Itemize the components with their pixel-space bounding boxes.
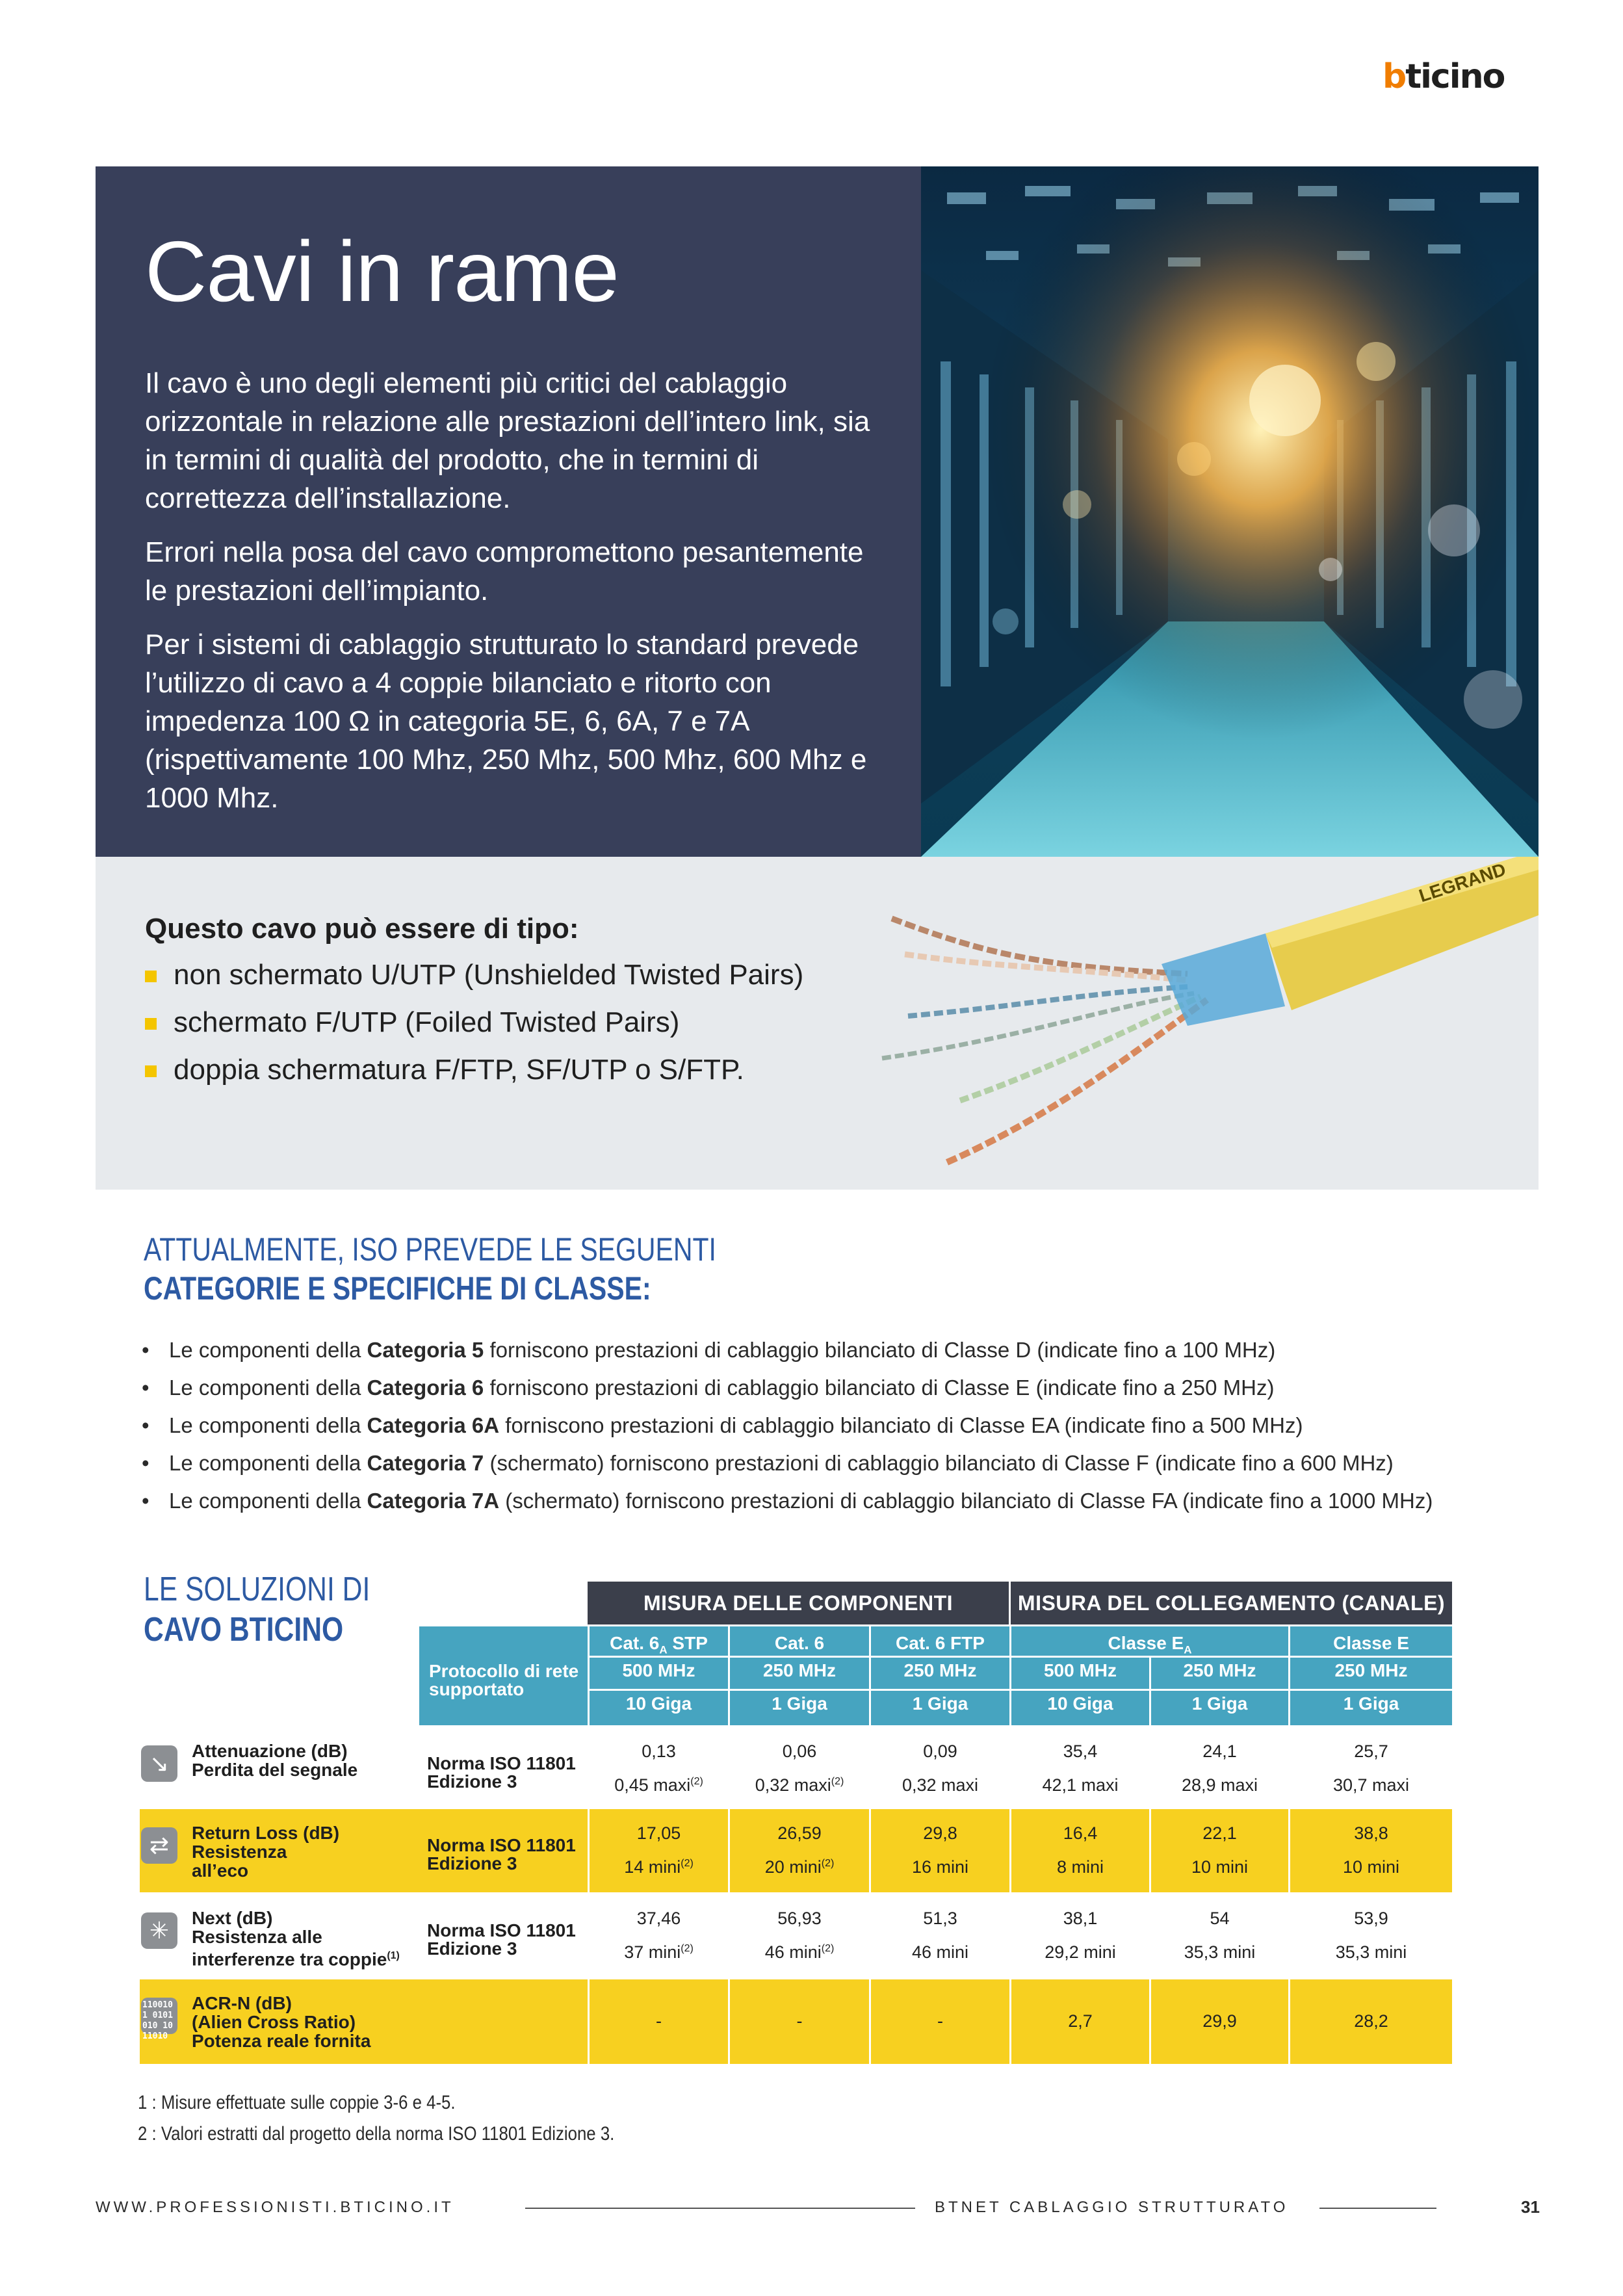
- col-speed: 10 Giga: [625, 1693, 692, 1714]
- cell-limit: 0,32 maxi$^{(2)}$: [755, 1775, 844, 1795]
- cell-value: 53,9: [1354, 1909, 1388, 1928]
- col-speed: 10 Giga: [1047, 1693, 1113, 1714]
- protocol-label: Protocollo di rete supportato: [429, 1661, 579, 1699]
- cell-value: 38,8: [1354, 1823, 1388, 1843]
- cell-limit: 35,3 mini: [1335, 1942, 1407, 1962]
- cell-value: 29,8: [923, 1823, 957, 1843]
- cell-value: 29,9: [1202, 2011, 1237, 2031]
- cell-value: -: [656, 2011, 662, 2031]
- cell-value: 0,09: [923, 1742, 957, 1761]
- footnote: 1 : Misure effettuate sulle coppie 3-6 e 4-5.: [138, 2092, 456, 2113]
- cell-value: 25,7: [1354, 1742, 1388, 1761]
- hero-paragraphs: [145, 364, 886, 833]
- col-frequency: 250 MHz: [1334, 1660, 1408, 1680]
- hero-text-panel: [96, 166, 921, 857]
- cell-limit: 42,1 maxi: [1042, 1775, 1119, 1795]
- cell-value: 2,7: [1068, 2011, 1093, 2031]
- cell-limit: 46 mini: [911, 1942, 969, 1962]
- column-divider: [1149, 1809, 1151, 1892]
- bticino-logo: bticino: [1383, 57, 1505, 96]
- row-label: Return Loss (dB) Resistenza all’eco: [192, 1823, 340, 1881]
- cell-value: 22,1: [1202, 1823, 1237, 1843]
- col-frequency: 500 MHz: [622, 1660, 695, 1680]
- col-frequency: 250 MHz: [903, 1660, 977, 1680]
- cell-value: 16,4: [1063, 1823, 1098, 1843]
- hero-paragraph: Per i sistemi di cablaggio strutturato lo standard prevede l’utilizzo di cavo a 4 coppie bilanciato e ritorto con impedenza 100 Ω in categoria 5E, 6, 6A, 7 e 7A (rispettivamente 100 Mhz, 250 Mhz, 500 Mhz, 600 Mhz e 1000 Mhz.: [145, 629, 867, 814]
- cell-limit: 16 mini: [911, 1857, 969, 1877]
- datacenter-photo: [921, 166, 1539, 857]
- attenuation-icon: ↘: [141, 1745, 177, 1782]
- cell-value: 0,06: [782, 1742, 817, 1761]
- binary-data-icon: 1100101 0101010 1011010: [141, 1998, 177, 2034]
- group-header-channel: MISURA DEL COLLEGAMENTO (CANALE): [1011, 1582, 1452, 1624]
- row-label: ACR-N (dB) (Alien Cross Ratio) Potenza reale fornita: [192, 1993, 371, 2051]
- cell-limit: 20 mini$^{(2)}$: [764, 1857, 835, 1877]
- cell-value: 28,2: [1354, 2011, 1388, 2031]
- cell-value: 0,13: [642, 1742, 676, 1761]
- list-item: schermato F/UTP (Foiled Twisted Pairs): [145, 1003, 860, 1041]
- col-cat-6-ftp: Cat. 6 FTP: [896, 1633, 985, 1653]
- cell-limit: 8 mini: [1056, 1857, 1104, 1877]
- standard-label: Norma ISO 11801 Edizione 3: [427, 1920, 576, 1959]
- cell-limit: 28,9 maxi: [1181, 1775, 1258, 1795]
- row-label: Attenuazione (dB) Perdita del segnale: [192, 1741, 358, 1780]
- cell-limit: 46 mini$^{(2)}$: [764, 1942, 835, 1962]
- cell-limit: 37 mini$^{(2)}$: [624, 1942, 694, 1962]
- cable-type-list: [145, 956, 860, 1098]
- cell-limit: 30,7 maxi: [1332, 1775, 1410, 1795]
- footer-section: BTNET CABLAGGIO STRUTTURATO: [935, 2198, 1289, 2216]
- col-speed: 1 Giga: [912, 1693, 968, 1714]
- page-title: Cavi in rame: [145, 224, 619, 319]
- col-frequency: 250 MHz: [1183, 1660, 1256, 1680]
- standard-label: Norma ISO 11801 Edizione 3: [427, 1753, 576, 1792]
- list-item: non schermato U/UTP (Unshielded Twisted Pairs): [145, 956, 860, 994]
- col-frequency: 500 MHz: [1043, 1660, 1117, 1680]
- return-loss-icon: ⇄: [141, 1827, 177, 1864]
- list-item: • Le componenti della Categoria 6 forniscono prestazioni di cablaggio bilanciato di Classe E (indicate fino a 250 MHz): [142, 1376, 1275, 1400]
- cell-value: 56,93: [777, 1909, 822, 1928]
- col-frequency: 250 MHz: [762, 1660, 837, 1680]
- footnote: 2 : Valori estratti dal progetto della norma ISO 11801 Edizione 3.: [138, 2123, 615, 2145]
- list-item: • Le componenti della Categoria 5 forniscono prestazioni di cablaggio bilanciato di Classe D (indicate fino a 100 MHz): [142, 1338, 1276, 1362]
- bullet-square-icon: [145, 1018, 157, 1030]
- next-crosstalk-icon: ✳: [141, 1912, 177, 1949]
- list-item: • Le componenti della Categoria 7A (schermato) forniscono prestazioni di cablaggio bilanciato di Classe FA (indicate fino a 1000 MHz): [142, 1489, 1433, 1513]
- cable-type-title: Questo cavo può essere di tipo:: [145, 913, 579, 945]
- standard-label: Norma ISO 11801 Edizione 3: [427, 1835, 576, 1873]
- cell-value: 26,59: [777, 1823, 822, 1843]
- cable-illustration: [772, 857, 1539, 1190]
- cell-value: 35,4: [1063, 1742, 1098, 1761]
- cell-value: -: [796, 2011, 803, 2031]
- column-divider: [1288, 1809, 1290, 1892]
- hero-paragraph: Errori nella posa del cavo compromettono pesantemente le prestazioni dell’impianto.: [145, 536, 864, 607]
- cell-value: 37,46: [636, 1909, 681, 1928]
- column-divider: [1009, 1809, 1011, 1892]
- hero-paragraph: Il cavo è uno degli elementi più critici del cablaggio orizzontale in relazione alle prestazioni dell’intero link, sia in termini di qualità del prodotto, che in termini di correttezza dell’installazione.: [145, 367, 870, 514]
- cell-value: 38,1: [1063, 1909, 1098, 1928]
- footer-website: WWW.PROFESSIONISTI.BTICINO.IT: [96, 2198, 454, 2216]
- column-divider: [869, 1809, 871, 1892]
- group-header-components: MISURA DELLE COMPONENTI: [588, 1582, 1009, 1624]
- cell-limit: 29,2 mini: [1045, 1942, 1116, 1962]
- row-label: Next (dB) Resistenza alle interferenze tra coppie$^{(1)}$: [192, 1908, 400, 1970]
- cell-value: 24,1: [1202, 1742, 1237, 1761]
- col-speed: 1 Giga: [1191, 1693, 1248, 1714]
- bullet-square-icon: [145, 1065, 157, 1077]
- list-item: • Le componenti della Categoria 6A forniscono prestazioni di cablaggio bilanciato di Classe EA (indicate fino a 500 MHz): [142, 1413, 1303, 1437]
- cell-value: 54: [1210, 1909, 1230, 1928]
- col-cat-6: Cat. 6: [774, 1633, 825, 1653]
- cell-limit: 10 mini: [1342, 1857, 1400, 1877]
- footer-rule: [525, 2208, 915, 2209]
- footer-rule: [1319, 2208, 1436, 2209]
- cell-limit: 0,45 maxi$^{(2)}$: [614, 1775, 703, 1795]
- bullet-square-icon: [145, 971, 157, 982]
- cell-value: 51,3: [923, 1909, 957, 1928]
- iso-categories-list: [142, 1331, 1433, 1520]
- col-speed: 1 Giga: [1343, 1693, 1399, 1714]
- datacenter-illustration: [921, 166, 1539, 857]
- column-divider: [588, 1809, 590, 1892]
- list-item: doppia schermatura F/FTP, SF/UTP o S/FTP.: [145, 1050, 860, 1089]
- cable-brand-text: LEGRAND: [1416, 859, 1509, 906]
- col-speed: 1 Giga: [772, 1693, 827, 1714]
- column-divider: [728, 1809, 730, 1892]
- col-classe-e: Classe E: [1333, 1633, 1409, 1653]
- page-number: 31: [1521, 2197, 1540, 2217]
- col-cat-6a-stp: Cat. $6_A$ STP: [610, 1633, 708, 1656]
- cell-limit: 10 mini: [1191, 1857, 1249, 1877]
- cell-limit: 0,32 maxi: [902, 1775, 979, 1795]
- cell-value: -: [937, 2011, 943, 2031]
- solutions-title: LE SOLUZIONI DI CAVO BTICINO: [144, 1571, 370, 1649]
- iso-section-title: ATTUALMENTE, ISO PREVEDE LE SEGUENTI CATEGORIE E SPECIFICHE DI CLASSE:: [144, 1231, 716, 1307]
- cell-limit: 14 mini$^{(2)}$: [624, 1857, 694, 1877]
- cell-value: 17,05: [636, 1823, 681, 1843]
- cable-type-section: [96, 857, 1539, 1190]
- list-item: • Le componenti della Categoria 7 (schermato) forniscono prestazioni di cablaggio bilanciato di Classe F (indicate fino a 600 MHz): [142, 1451, 1394, 1475]
- col-classe-ea: Classe $E_A$: [1108, 1633, 1192, 1656]
- cell-limit: 35,3 mini: [1184, 1942, 1256, 1962]
- hero-section: [96, 166, 1539, 857]
